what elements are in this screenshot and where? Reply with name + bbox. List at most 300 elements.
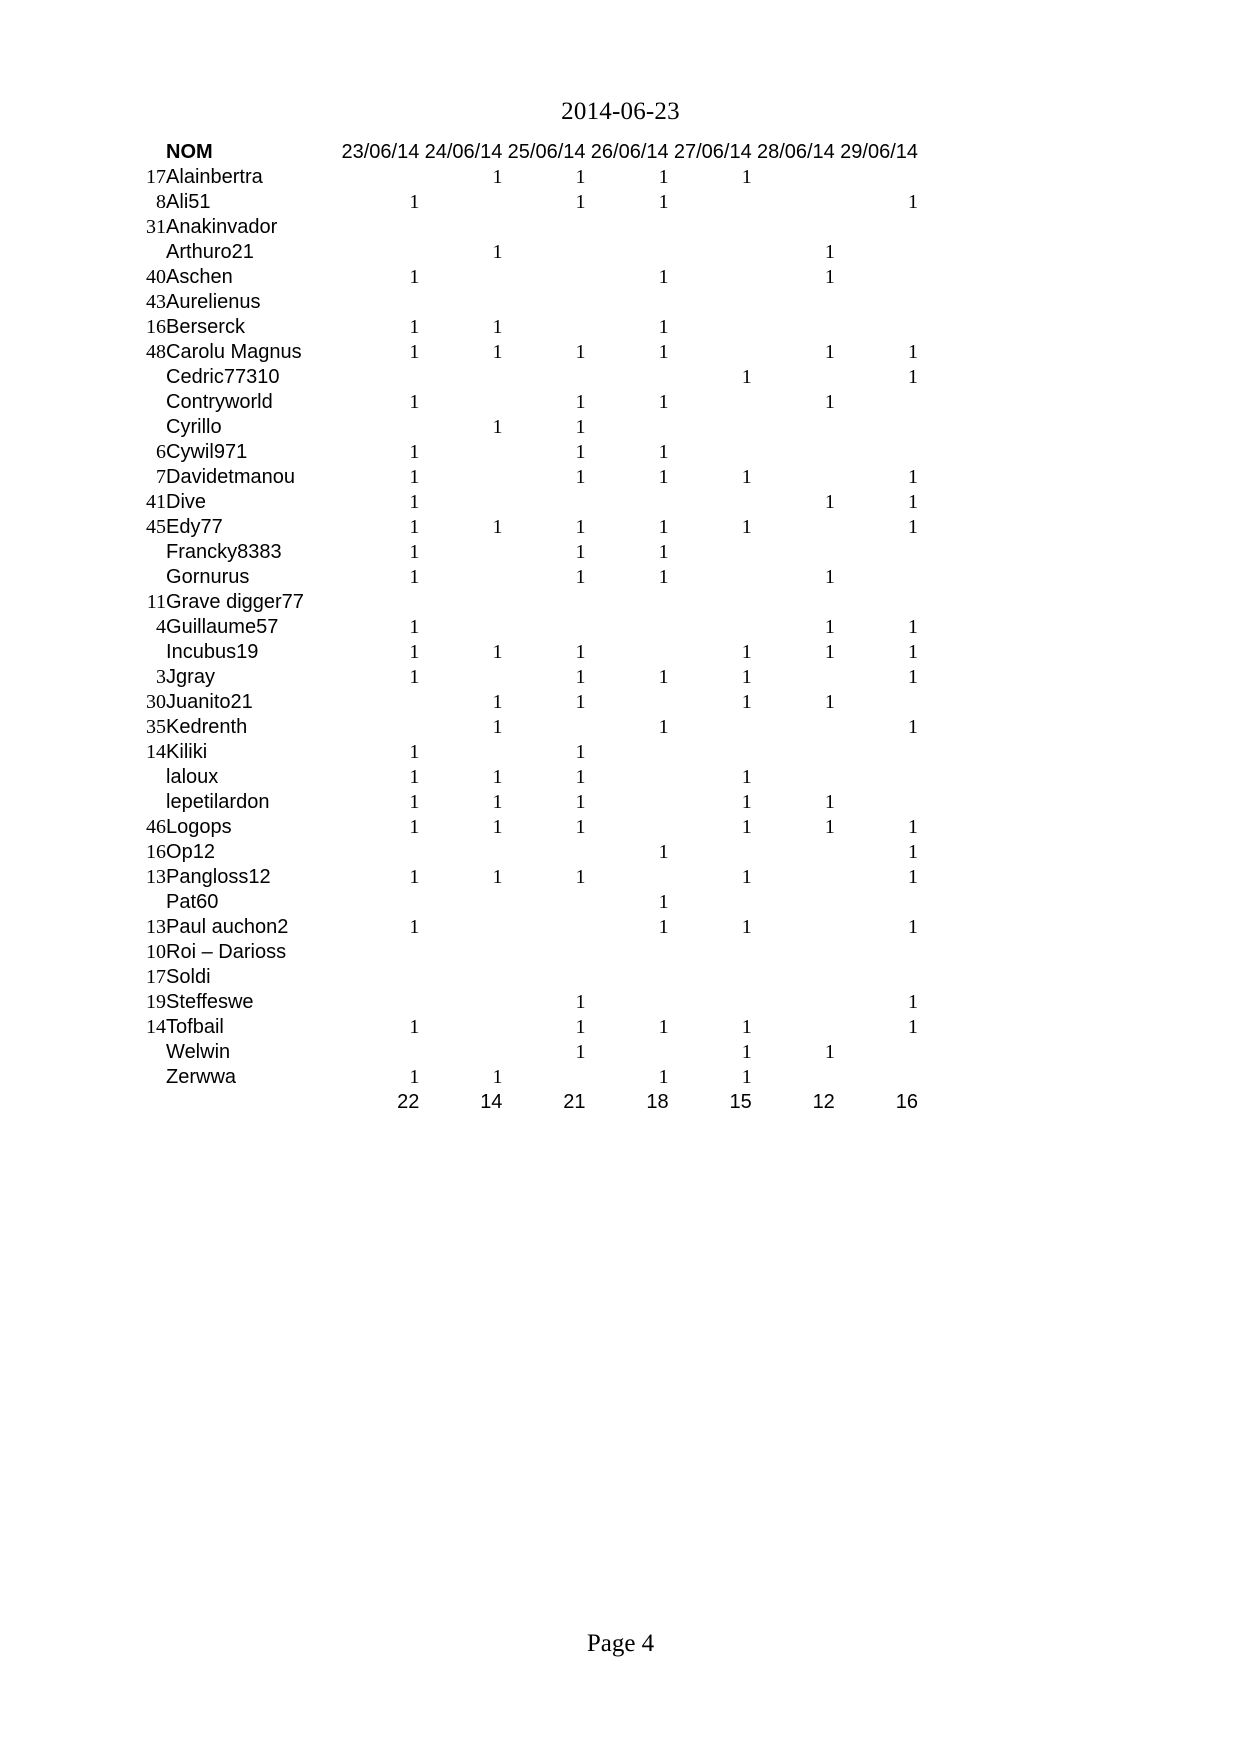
totals-value: 22	[397, 1091, 420, 1113]
date-column-header-5: 28/06/14	[756, 141, 835, 163]
row-value	[419, 1040, 502, 1065]
row-value: 1	[741, 1066, 752, 1088]
attendance-table-container	[128, 140, 918, 1115]
table-row	[128, 615, 918, 640]
row-value: 1	[741, 766, 752, 788]
row-value: 1	[492, 816, 503, 838]
row-rank: 16	[146, 316, 167, 338]
row-value: 1	[658, 391, 669, 413]
row-rank	[128, 390, 166, 415]
row-value: 1	[908, 841, 918, 863]
row-name: Cywil971	[166, 441, 248, 463]
row-value	[669, 590, 752, 615]
row-value	[502, 315, 585, 340]
table-row	[128, 940, 918, 965]
row-rank	[128, 640, 166, 665]
row-value: 1	[658, 191, 669, 213]
row-value: 1	[492, 791, 503, 813]
row-value	[835, 740, 918, 765]
row-value: 1	[409, 341, 420, 363]
row-value	[835, 1065, 918, 1090]
row-value	[752, 290, 835, 315]
row-value	[752, 315, 835, 340]
totals-value: 16	[895, 1091, 918, 1113]
row-value: 1	[741, 691, 752, 713]
row-value	[586, 1040, 669, 1065]
header-row	[128, 140, 918, 165]
row-value: 1	[575, 866, 586, 888]
row-value	[669, 940, 752, 965]
totals-rank	[128, 1090, 166, 1115]
table-row	[128, 515, 918, 540]
row-value: 1	[741, 166, 752, 188]
row-value: 1	[658, 566, 669, 588]
row-value	[419, 990, 502, 1015]
row-name: Pangloss12	[166, 866, 271, 888]
row-value: 1	[575, 766, 586, 788]
row-value: 1	[908, 366, 918, 388]
row-value	[669, 215, 752, 240]
row-value: 1	[908, 716, 918, 738]
row-value	[586, 815, 669, 840]
row-value	[835, 765, 918, 790]
row-rank: 8	[156, 191, 167, 213]
row-value	[586, 865, 669, 890]
row-value: 1	[409, 541, 420, 563]
row-value	[669, 565, 752, 590]
row-value	[502, 215, 585, 240]
row-name: Berserck	[166, 316, 245, 338]
row-value: 1	[409, 641, 420, 663]
row-value	[336, 890, 419, 915]
row-value: 1	[575, 791, 586, 813]
row-value	[586, 765, 669, 790]
row-value: 1	[824, 491, 835, 513]
row-value	[835, 415, 918, 440]
row-name: Paul auchon2	[166, 916, 289, 938]
row-value	[752, 590, 835, 615]
row-value	[586, 590, 669, 615]
row-value	[752, 365, 835, 390]
row-value	[586, 990, 669, 1015]
row-value	[419, 665, 502, 690]
row-value	[502, 365, 585, 390]
table-row	[128, 340, 918, 365]
row-name: Cedric77310	[166, 366, 280, 388]
row-value	[336, 165, 419, 190]
row-value: 1	[575, 516, 586, 538]
row-value	[502, 265, 585, 290]
table-row	[128, 590, 918, 615]
row-value: 1	[492, 716, 503, 738]
row-value	[502, 965, 585, 990]
row-value: 1	[575, 666, 586, 688]
row-name: Cyrillo	[166, 416, 222, 438]
table-row	[128, 640, 918, 665]
row-value	[752, 990, 835, 1015]
row-value: 1	[658, 166, 669, 188]
row-value	[752, 715, 835, 740]
row-value: 1	[409, 391, 420, 413]
row-value	[336, 1040, 419, 1065]
row-value: 1	[409, 1066, 420, 1088]
row-value: 1	[409, 766, 420, 788]
row-value	[336, 365, 419, 390]
row-value: 1	[409, 916, 420, 938]
row-value	[502, 490, 585, 515]
row-value	[669, 715, 752, 740]
row-rank	[128, 1040, 166, 1065]
row-value: 1	[658, 266, 669, 288]
totals-value: 18	[646, 1091, 669, 1113]
row-value	[835, 540, 918, 565]
row-value	[502, 715, 585, 740]
totals-value: 12	[812, 1091, 835, 1113]
page-footer: Page 4	[586, 1630, 655, 1657]
row-value: 1	[824, 616, 835, 638]
row-value: 1	[492, 316, 503, 338]
row-value: 1	[409, 491, 420, 513]
row-value	[835, 565, 918, 590]
row-name: Davidetmanou	[166, 466, 296, 488]
row-value	[419, 390, 502, 415]
table-row	[128, 865, 918, 890]
row-rank: 40	[146, 266, 167, 288]
table-row	[128, 265, 918, 290]
row-value	[835, 215, 918, 240]
row-value	[586, 365, 669, 390]
table-row	[128, 890, 918, 915]
row-value	[586, 240, 669, 265]
name-column-header: NOM	[166, 141, 213, 163]
row-value	[336, 965, 419, 990]
row-value	[419, 915, 502, 940]
row-value	[669, 840, 752, 865]
row-rank: 14	[146, 1016, 167, 1038]
row-value: 1	[824, 341, 835, 363]
row-value	[586, 740, 669, 765]
row-value	[336, 215, 419, 240]
row-rank	[128, 890, 166, 915]
row-name: Arthuro21	[166, 241, 254, 263]
row-value	[669, 490, 752, 515]
table-row	[128, 190, 918, 215]
row-value: 1	[908, 341, 918, 363]
row-value: 1	[409, 1016, 420, 1038]
row-value	[669, 440, 752, 465]
row-value: 1	[908, 916, 918, 938]
row-value	[419, 465, 502, 490]
row-rank: 43	[146, 291, 167, 313]
row-value	[419, 190, 502, 215]
row-value	[502, 290, 585, 315]
row-value: 1	[908, 1016, 918, 1038]
row-value	[835, 890, 918, 915]
row-value	[835, 1040, 918, 1065]
row-value: 1	[409, 666, 420, 688]
row-name: Grave digger77	[166, 591, 304, 613]
row-value	[586, 290, 669, 315]
row-value	[669, 290, 752, 315]
row-value	[502, 940, 585, 965]
row-value	[835, 240, 918, 265]
row-value: 1	[824, 266, 835, 288]
row-name: Ali51	[166, 191, 211, 213]
row-rank: 17	[146, 966, 167, 988]
row-value	[586, 790, 669, 815]
row-value: 1	[575, 1041, 586, 1063]
row-rank: 14	[146, 741, 167, 763]
row-value	[752, 1065, 835, 1090]
row-value: 1	[492, 766, 503, 788]
row-value: 1	[658, 541, 669, 563]
row-rank: 7	[156, 466, 167, 488]
row-value	[336, 715, 419, 740]
row-value: 1	[908, 641, 918, 663]
row-value	[502, 840, 585, 865]
table-row	[128, 690, 918, 715]
row-value	[669, 190, 752, 215]
row-value: 1	[658, 666, 669, 688]
row-value	[419, 1015, 502, 1040]
row-value: 1	[908, 516, 918, 538]
date-column-header-0: 23/06/14	[341, 141, 420, 163]
row-value	[502, 590, 585, 615]
row-value: 1	[575, 691, 586, 713]
row-rank: 13	[146, 916, 167, 938]
row-value: 1	[741, 1041, 752, 1063]
table-row	[128, 315, 918, 340]
row-value	[336, 240, 419, 265]
row-value	[502, 240, 585, 265]
row-name: Tofbail	[166, 1016, 224, 1038]
row-name: Steffeswe	[166, 991, 254, 1013]
row-rank: 46	[146, 816, 167, 838]
row-rank: 19	[146, 991, 167, 1013]
row-value: 1	[575, 166, 586, 188]
row-value	[752, 915, 835, 940]
row-value	[752, 465, 835, 490]
page-title: 2014-06-23	[561, 98, 680, 125]
row-value: 1	[741, 916, 752, 938]
row-value	[752, 1015, 835, 1040]
row-rank: 3	[156, 666, 167, 688]
row-value: 1	[409, 466, 420, 488]
row-name: Juanito21	[166, 691, 253, 713]
date-column-header-1: 24/06/14	[424, 141, 503, 163]
row-value	[336, 940, 419, 965]
row-value: 1	[824, 391, 835, 413]
row-value	[752, 940, 835, 965]
row-value	[669, 265, 752, 290]
row-value: 1	[908, 616, 918, 638]
row-value	[835, 390, 918, 415]
date-column-header-6: 29/06/14	[840, 141, 918, 163]
row-name: laloux	[166, 766, 219, 788]
row-value: 1	[658, 516, 669, 538]
row-value: 1	[741, 641, 752, 663]
row-name: Contryworld	[166, 391, 273, 413]
row-value	[752, 890, 835, 915]
row-value: 1	[409, 866, 420, 888]
table-header	[128, 140, 918, 165]
row-value	[835, 965, 918, 990]
table-row	[128, 790, 918, 815]
totals-label	[166, 1090, 336, 1115]
row-value: 1	[741, 366, 752, 388]
row-rank: 45	[146, 516, 167, 538]
row-value	[752, 765, 835, 790]
row-value: 1	[658, 1066, 669, 1088]
row-value	[669, 965, 752, 990]
row-value: 1	[409, 441, 420, 463]
row-value	[835, 290, 918, 315]
row-value: 1	[658, 466, 669, 488]
row-name: Zerwwa	[166, 1066, 237, 1088]
row-rank	[128, 765, 166, 790]
row-value	[419, 490, 502, 515]
table-row	[128, 565, 918, 590]
row-value: 1	[575, 466, 586, 488]
row-value: 1	[908, 991, 918, 1013]
row-value	[419, 440, 502, 465]
row-value	[419, 290, 502, 315]
row-value	[752, 665, 835, 690]
row-value: 1	[824, 1041, 835, 1063]
row-value: 1	[658, 441, 669, 463]
row-value: 1	[492, 866, 503, 888]
row-value	[669, 340, 752, 365]
table-row	[128, 990, 918, 1015]
row-value	[669, 615, 752, 640]
row-name: Soldi	[166, 966, 211, 988]
table-row	[128, 965, 918, 990]
row-name: Gornurus	[166, 566, 250, 588]
row-value	[752, 740, 835, 765]
row-value	[835, 690, 918, 715]
row-value	[419, 565, 502, 590]
row-value	[419, 615, 502, 640]
row-value	[752, 840, 835, 865]
row-name: Aschen	[166, 266, 233, 288]
row-value	[502, 890, 585, 915]
row-value: 1	[575, 541, 586, 563]
row-name: Roi – Darioss	[166, 941, 287, 963]
row-value: 1	[409, 266, 420, 288]
row-value	[502, 915, 585, 940]
row-value	[419, 840, 502, 865]
table-row	[128, 290, 918, 315]
date-column-header-3: 26/06/14	[590, 141, 669, 163]
row-rank: 4	[156, 616, 167, 638]
row-value: 1	[492, 691, 503, 713]
table-row	[128, 665, 918, 690]
row-rank	[128, 565, 166, 590]
totals-value: 14	[480, 1091, 503, 1113]
row-value: 1	[575, 341, 586, 363]
table-row	[128, 740, 918, 765]
row-value: 1	[409, 741, 420, 763]
date-column-header-4: 27/06/14	[673, 141, 752, 163]
row-value: 1	[908, 466, 918, 488]
row-value: 1	[741, 791, 752, 813]
row-value: 1	[575, 191, 586, 213]
row-value: 1	[658, 341, 669, 363]
table-row	[128, 490, 918, 515]
row-value	[669, 740, 752, 765]
row-value	[336, 415, 419, 440]
row-value	[336, 990, 419, 1015]
row-value	[669, 990, 752, 1015]
row-value	[835, 315, 918, 340]
row-value	[419, 740, 502, 765]
totals-value: 21	[563, 1091, 586, 1113]
row-value	[586, 640, 669, 665]
row-value	[419, 265, 502, 290]
row-value	[835, 940, 918, 965]
row-rank: 31	[146, 216, 167, 238]
row-rank	[128, 1065, 166, 1090]
table-row	[128, 840, 918, 865]
row-value: 1	[409, 791, 420, 813]
row-value: 1	[409, 191, 420, 213]
row-value	[752, 865, 835, 890]
row-value: 1	[658, 1016, 669, 1038]
row-value	[752, 165, 835, 190]
row-value: 1	[409, 816, 420, 838]
row-rank: 48	[146, 341, 167, 363]
row-rank	[128, 365, 166, 390]
row-value: 1	[492, 641, 503, 663]
row-name: Francky8383	[166, 541, 282, 563]
row-name: Alainbertra	[166, 166, 263, 188]
table-body	[128, 165, 918, 1115]
row-name: Op12	[166, 841, 215, 863]
row-name: Welwin	[166, 1041, 231, 1063]
row-value: 1	[658, 716, 669, 738]
row-value: 1	[658, 316, 669, 338]
row-rank: 17	[146, 166, 167, 188]
table-row	[128, 390, 918, 415]
row-value	[419, 540, 502, 565]
row-value	[586, 940, 669, 965]
row-value: 1	[492, 341, 503, 363]
row-value	[752, 965, 835, 990]
table-row	[128, 815, 918, 840]
row-value: 1	[409, 316, 420, 338]
row-value	[586, 965, 669, 990]
row-name: Dive	[166, 491, 207, 513]
row-value	[669, 240, 752, 265]
row-value: 1	[575, 416, 586, 438]
row-value: 1	[741, 466, 752, 488]
row-value: 1	[908, 816, 918, 838]
row-rank: 10	[146, 941, 167, 963]
row-value: 1	[575, 566, 586, 588]
row-rank	[128, 415, 166, 440]
row-value	[835, 790, 918, 815]
row-name: Aurelienus	[166, 291, 261, 313]
row-rank: 11	[146, 591, 167, 613]
row-value: 1	[824, 691, 835, 713]
row-value: 1	[575, 391, 586, 413]
row-value	[669, 890, 752, 915]
row-value: 1	[575, 441, 586, 463]
table-row	[128, 415, 918, 440]
row-name: Jgray	[166, 666, 215, 688]
row-value: 1	[908, 491, 918, 513]
table-row	[128, 765, 918, 790]
